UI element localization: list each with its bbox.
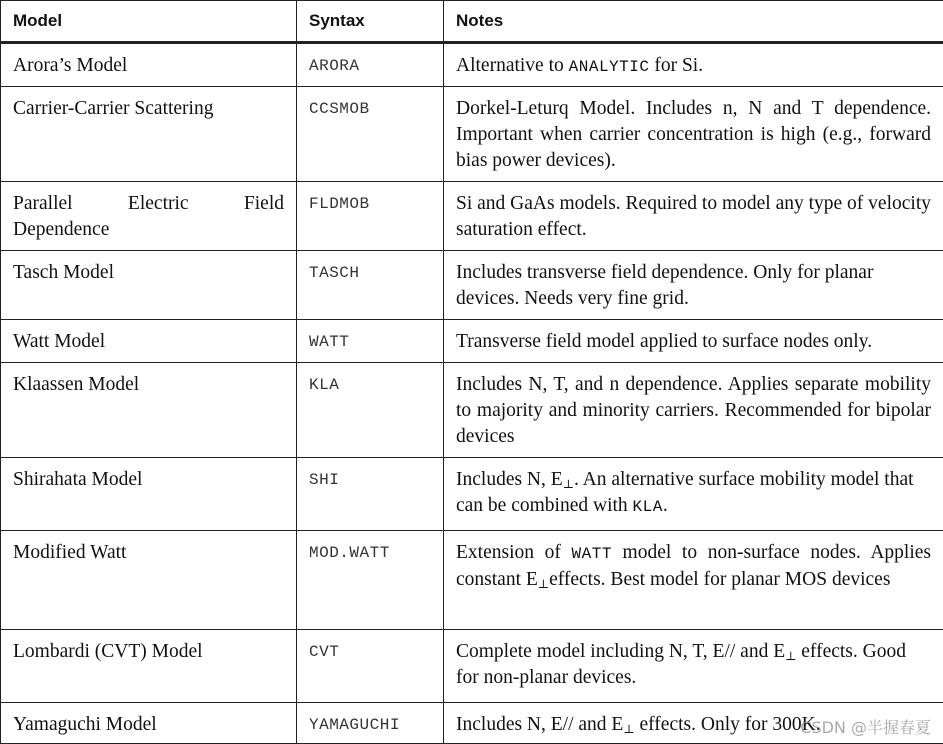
header-row	[1, 1, 943, 43]
notes-cell	[444, 531, 943, 630]
model-cell: Parallel Electric Field Dependence	[1, 182, 297, 251]
syntax-cell: WATT	[297, 320, 444, 363]
note-text: Includes N, T, and n dependence. Applies separate mobility to majority and minority carriers. Recommended for bipolar devices	[456, 374, 931, 447]
model-cell: Modified Watt	[1, 531, 297, 630]
syntax-cell: TASCH	[297, 251, 444, 320]
watermark: CSDN @半握春夏	[800, 715, 931, 738]
inline-code: WATT	[572, 545, 612, 563]
notes-cell	[444, 43, 943, 87]
table-row	[1, 43, 943, 87]
model-cell: Lombardi (CVT) Model	[1, 630, 297, 703]
table-row	[1, 320, 943, 363]
model-cell: Klaassen Model	[1, 363, 297, 458]
model-cell: Shirahata Model	[1, 458, 297, 531]
model-cell: Watt Model	[1, 320, 297, 363]
table-row	[1, 251, 943, 320]
syntax-cell: YAMAGUCHI	[297, 703, 444, 744]
syntax-cell: CCSMOB	[297, 87, 444, 182]
perpendicular-subscript: ⊥	[538, 577, 549, 591]
table-row	[1, 87, 943, 182]
notes-cell	[444, 87, 943, 182]
inline-code: ANALYTIC	[569, 58, 650, 76]
syntax-cell: CVT	[297, 630, 444, 703]
note-text: Si and GaAs models. Required to model any type of velocity saturation effect.	[456, 193, 931, 240]
table-row	[1, 363, 943, 458]
note-text: effects. Only for 300K.	[635, 714, 821, 735]
header-notes: Notes	[444, 1, 943, 43]
notes-cell	[444, 458, 943, 531]
header-syntax: Syntax	[297, 1, 444, 43]
model-cell: Carrier-Carrier Scattering	[1, 87, 297, 182]
note-text: model to non-surface nodes. Applies constant E	[456, 542, 931, 590]
table-row	[1, 458, 943, 531]
syntax-cell: FLDMOB	[297, 182, 444, 251]
model-cell: Arora’s Model	[1, 43, 297, 87]
perpendicular-subscript: ⊥	[785, 649, 796, 663]
notes-cell	[444, 182, 943, 251]
table-row	[1, 531, 943, 630]
note-text: Extension of	[456, 542, 572, 563]
model-cell: Tasch Model	[1, 251, 297, 320]
notes-cell	[444, 363, 943, 458]
notes-cell	[444, 630, 943, 703]
perpendicular-subscript: ⊥	[563, 477, 574, 491]
note-text: .	[663, 495, 668, 516]
note-text: effects. Good for non-planar devices.	[456, 641, 906, 688]
inline-code: KLA	[633, 498, 663, 516]
note-text: Complete model including N, T, E// and E	[456, 641, 785, 662]
note-text: for Si.	[649, 55, 703, 76]
header-model: Model	[1, 1, 297, 43]
note-text: effects. Best model for planar MOS devices	[549, 569, 890, 590]
syntax-cell: SHI	[297, 458, 444, 531]
table-row	[1, 182, 943, 251]
syntax-cell: KLA	[297, 363, 444, 458]
note-text: Includes transverse field dependence. Only for planar devices. Needs very fine grid.	[456, 262, 873, 309]
notes-cell	[444, 320, 943, 363]
syntax-cell: ARORA	[297, 43, 444, 87]
notes-cell	[444, 251, 943, 320]
syntax-cell: MOD.WATT	[297, 531, 444, 630]
note-text: Includes N, E	[456, 469, 563, 490]
note-text: Includes N, E// and E	[456, 714, 623, 735]
perpendicular-subscript: ⊥	[623, 722, 634, 736]
note-text: Dorkel-Leturq Model. Includes n, N and T dependence. Important when carrier concentration is high (e.g., forward bias power devices).	[456, 98, 931, 171]
model-cell: Yamaguchi Model	[1, 703, 297, 744]
table-row	[1, 630, 943, 703]
note-text: . An alternative surface mobility model that can be combined with	[456, 469, 914, 516]
note-text: Transverse field model applied to surface nodes only.	[456, 331, 872, 352]
note-text: Alternative to	[456, 55, 569, 76]
